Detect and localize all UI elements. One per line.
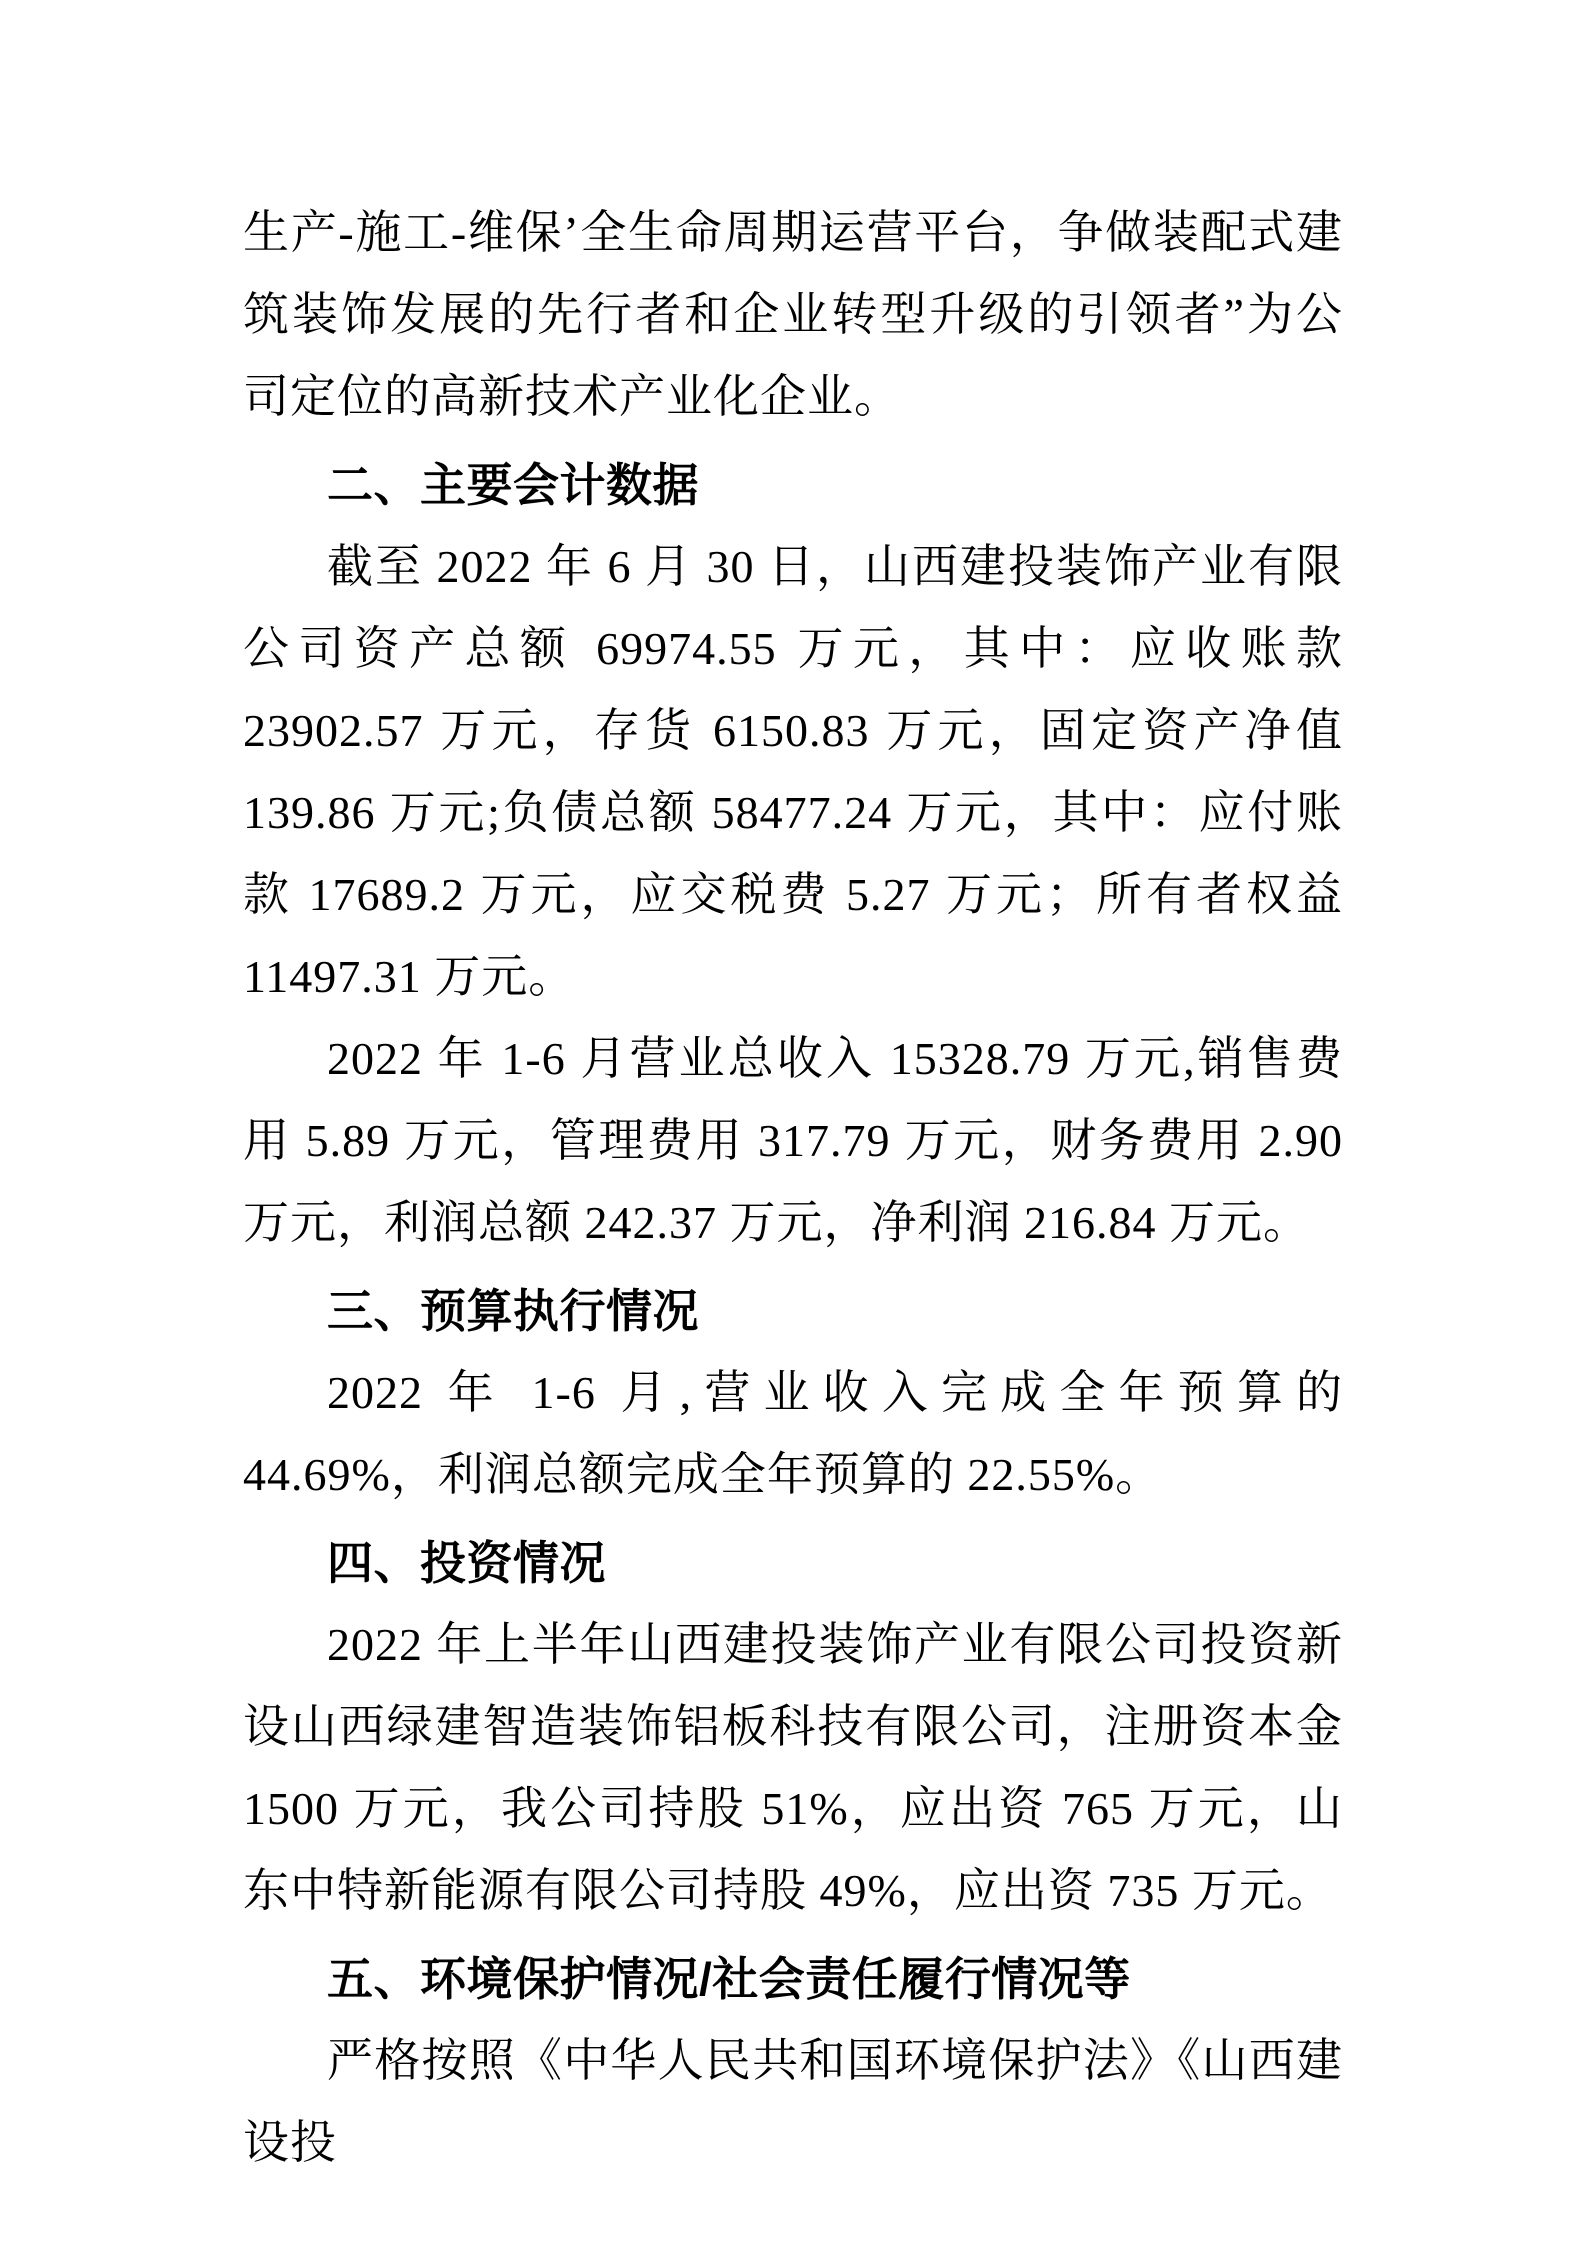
document-body [243,192,1343,2184]
heading-environmental-social-responsibility: 五、环境保护情况/社会责任履行情况等 [327,1953,1131,2005]
paragraph-company-positioning: 生产-施工-维保’全生命周期运营平台，争做装配式建筑装饰发展的先行者和企业转型升级的引领者”为公司定位的高新技术产业化企业。 [243,207,1343,422]
heading-main-accounting-data: 二、主要会计数据 [327,459,699,511]
heading-investment-situation: 四、投资情况 [327,1537,606,1589]
paragraph-environmental-compliance: 严格按照《中华人民共和国环境保护法》《山西建设投 [243,2035,1343,2168]
paragraph-budget-completion: 2022 年 1-6 月,营业收入完成全年预算的 44.69%，利润总额完成全年预算的 22.55%。 [243,1367,1343,1500]
paragraph-investment-details: 2022 年上半年山西建投装饰产业有限公司投资新设山西绿建智造装饰铝板科技有限公司，注册资本金 1500 万元，我公司持股 51%，应出资 765 万元，山东中特新能源有限公司持股 49%，应出资 735 万元。 [243,1619,1343,1916]
paragraph-income-statement-figures: 2022 年 1-6 月营业总收入 15328.79 万元,销售费用 5.89 万元，管理费用 317.79 万元，财务费用 2.90 万元，利润总额 242.37 万元，净利润 216.84 万元。 [243,1033,1343,1248]
heading-budget-execution: 三、预算执行情况 [327,1285,699,1337]
paragraph-balance-sheet-figures: 截至 2022 年 6 月 30 日，山西建投装饰产业有限公司资产总额 69974.55 万元，其中：应收账款 23902.57 万元，存货 6150.83 万元，固定资产净值 139.86 万元;负债总额 58477.24 万元，其中：应付账款 17689.2 万元，应交税费 5.27 万元；所有者权益 11497.31 万元。 [243,541,1343,1002]
